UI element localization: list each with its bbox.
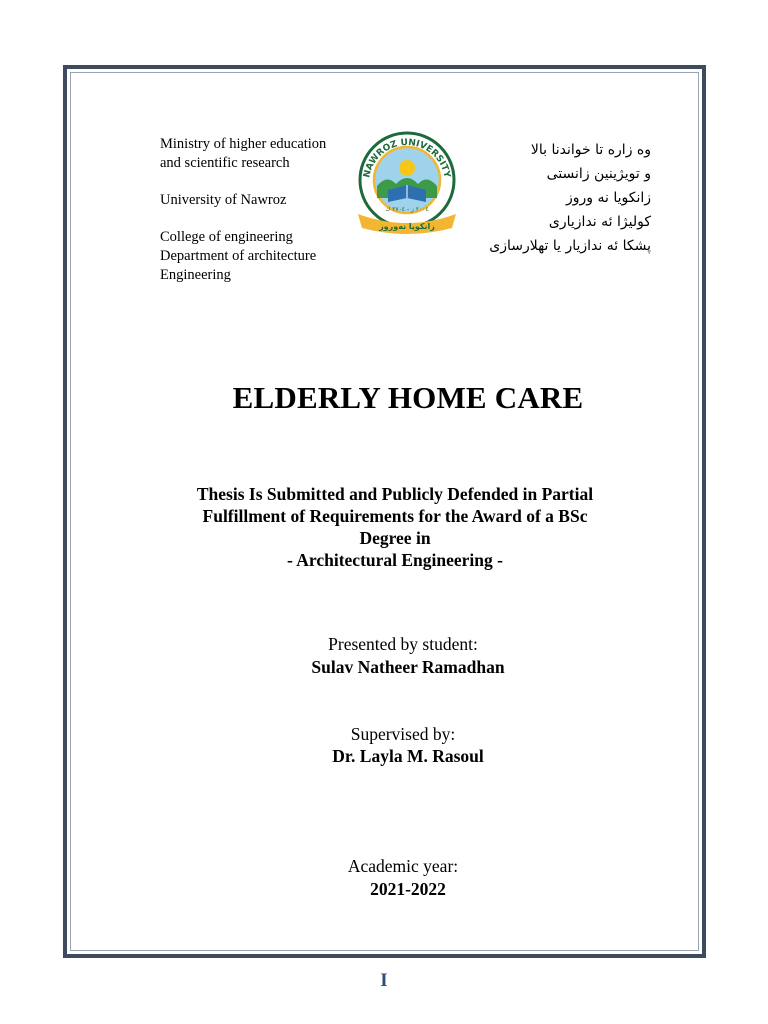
logo-top-text: NAWROZ UNIVERSITY — [362, 137, 452, 179]
department-line-1: Department of architecture — [160, 248, 317, 264]
thesis-statement — [150, 483, 640, 571]
page-number: I — [380, 970, 388, 991]
kurdish-line-2: و تویژینین زانستی — [546, 166, 651, 182]
institution-english — [160, 135, 360, 285]
academic-year-label: Academic year: — [347, 856, 459, 876]
kurdish-line-1: وه زاره تا خواندنا بالا — [530, 142, 651, 158]
ministry-line-1: Ministry of higher education — [160, 136, 327, 152]
logo-ribbon-text: زانكويا نه‌وروز — [379, 222, 435, 231]
logo-year-text: ٢٠٠٤ ز - ٢٧٠٤ ك — [385, 206, 429, 213]
kurdish-line-3: زانكويا نه وروز — [565, 190, 651, 206]
logo-sun-icon — [399, 160, 415, 176]
thesis-line-3: Degree in — [359, 528, 431, 548]
department-line-2: Engineering — [160, 267, 231, 283]
ministry-line-2: and scientific research — [160, 155, 290, 171]
student-name: Sulav Natheer Ramadhan — [311, 657, 505, 677]
presented-by-label: Presented by student: — [328, 634, 478, 654]
thesis-line-2: Fulfillment of Requirements for the Award of a BSc — [202, 506, 588, 526]
university-logo — [352, 128, 462, 238]
thesis-line-4: - Architectural Engineering - — [287, 550, 503, 570]
supervisor-name: Dr. Layla M. Rasoul — [332, 746, 484, 766]
academic-year-value: 2021-2022 — [370, 879, 446, 899]
thesis-line-1: Thesis Is Submitted and Publicly Defended in Partial — [196, 484, 594, 504]
university-name: University of Nawroz — [160, 192, 287, 208]
kurdish-line-5: پشكا ئه ندازيار يا تهلارسازى — [489, 238, 651, 254]
kurdish-line-4: كوليژا ئه ندازيارى — [548, 214, 651, 230]
institution-kurdish — [455, 138, 651, 258]
supervised-by-label: Supervised by: — [350, 724, 456, 744]
college-name: College of engineering — [160, 229, 293, 245]
thesis-title: ELDERLY HOME CARE — [232, 380, 584, 415]
